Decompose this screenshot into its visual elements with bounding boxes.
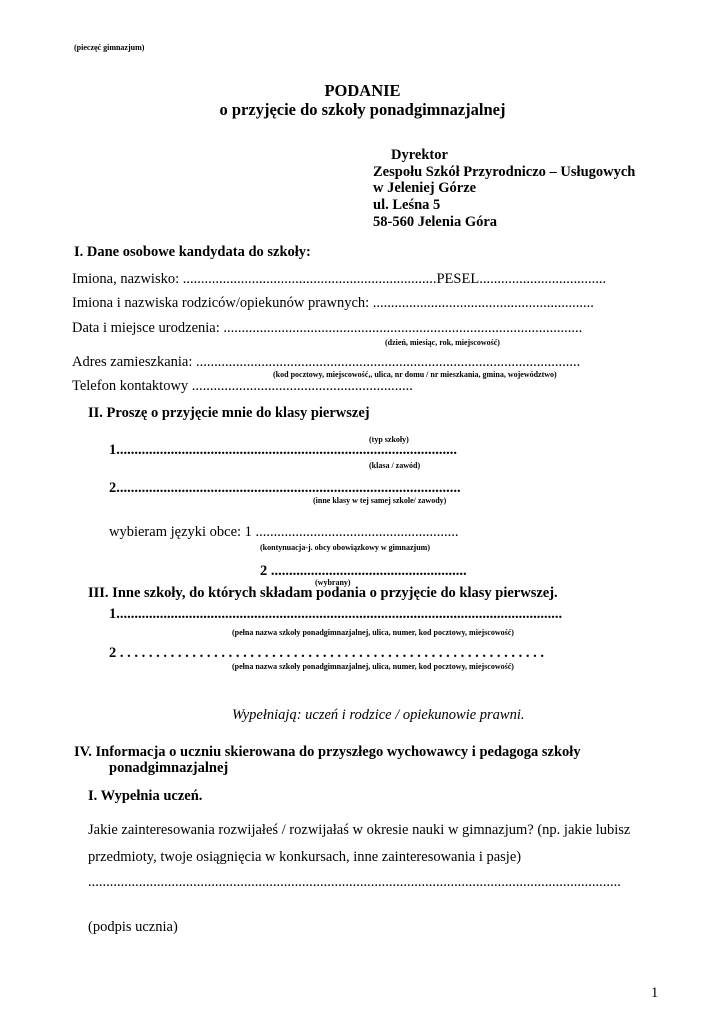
school-type-hint: (typ szkoły) xyxy=(369,435,409,444)
addressee-line-3: w Jeleniej Górze xyxy=(373,180,477,196)
section-2-heading: II. Proszę o przyjęcie mnie do klasy pierwszej xyxy=(88,405,370,421)
language-chosen-hint: (wybrany) xyxy=(315,578,351,587)
birth-field[interactable]: Data i miejsce urodzenia: ................................................................................................... xyxy=(72,320,583,336)
page-number: 1 xyxy=(651,985,659,1001)
language-continuation-hint: (kontynuacja-j. obcy obowiązkowy w gimnazjum) xyxy=(260,543,430,552)
addressee-line-1: Dyrektor xyxy=(391,147,448,163)
interests-question-line-2: przedmioty, twoje osiągnięcia w konkursach, inne zainteresowania i pasje) xyxy=(88,849,522,865)
document-subtitle: o przyjęcie do szkoły ponadgimnazjalnej xyxy=(219,100,506,119)
student-signature-label: (podpis ucznia) xyxy=(88,919,178,935)
class-choice-1-field[interactable]: 1.............................................................................................. xyxy=(109,442,457,458)
section-4-heading: IV. Informacja o uczniu skierowana do przyszłego wychowawcy i pedagoga szkoły xyxy=(74,744,581,760)
other-classes-hint: (inne klasy w tej samej szkole/ zawody) xyxy=(313,496,447,505)
class-choice-2-field[interactable]: 2............................................................................................... xyxy=(109,480,461,496)
section-1-heading: I. Dane osobowe kandydata do szkoły: xyxy=(74,244,311,260)
address-field[interactable]: Adres zamieszkania: .......................................................................................................... xyxy=(72,354,581,370)
birth-hint: (dzień, miesiąc, rok, miejscowość) xyxy=(385,338,500,347)
phone-field[interactable]: Telefon kontaktowy ............................................................. xyxy=(72,378,413,394)
class-hint: (klasa / zawód) xyxy=(369,461,421,470)
addressee-line-5: 58-560 Jelenia Góra xyxy=(373,214,498,230)
section-4-heading-cont: ponadgimnazjalnej xyxy=(109,760,229,776)
other-school-2-hint: (pełna nazwa szkoły ponadgimnazjalnej, ulica, numer, kod pocztowy, miejscowość) xyxy=(232,662,514,671)
interests-question-line-1: Jakie zainteresowania rozwijałeś / rozwijałaś w okresie nauki w gimnazjum? (np. jakie lubisz xyxy=(88,822,631,838)
addressee-line-4: ul. Leśna 5 xyxy=(373,197,441,213)
names-pesel-field[interactable]: Imiona, nazwisko: ......................................................................PESEL................................... xyxy=(72,271,607,287)
document-title: PODANIE xyxy=(324,81,401,100)
section-3-heading: III. Inne szkoły, do których składam podania o przyjęcie do klasy pierwszej. xyxy=(88,585,558,601)
language-1-field[interactable]: wybieram języki obce: 1 ........................................................ xyxy=(109,524,459,540)
address-hint: (kod pocztowy, miejscowość,, ulica, nr domu / nr mieszkania, gmina, województwo) xyxy=(273,370,557,379)
school-stamp-label: (pieczęć gimnazjum) xyxy=(74,43,145,52)
other-school-1-field[interactable]: 1........................................................................................................................... xyxy=(109,606,563,622)
section-4-subheading: I. Wypełnia uczeń. xyxy=(88,788,203,804)
fill-note: Wypełniają: uczeń i rodzice / opiekunowie prawni. xyxy=(232,707,525,723)
addressee-line-2: Zespołu Szkół Przyrodniczo – Usługowych xyxy=(373,164,636,180)
language-2-field[interactable]: 2 ...................................................... xyxy=(260,563,467,579)
interests-answer-field[interactable]: ................................................................................................................................................... xyxy=(88,874,621,890)
parents-field[interactable]: Imiona i nazwiska rodziców/opiekunów prawnych: ............................................................. xyxy=(72,295,594,311)
other-school-2-field[interactable]: 2 . . . . . . . . . . . . . . . . . . . . . . . . . . . . . . . . . . . . . . . . . . . . . . . . . . . . . . . . . . . xyxy=(109,645,544,661)
other-school-1-hint: (pełna nazwa szkoły ponadgimnazjalnej, ulica, numer, kod pocztowy, miejscowość) xyxy=(232,628,514,637)
